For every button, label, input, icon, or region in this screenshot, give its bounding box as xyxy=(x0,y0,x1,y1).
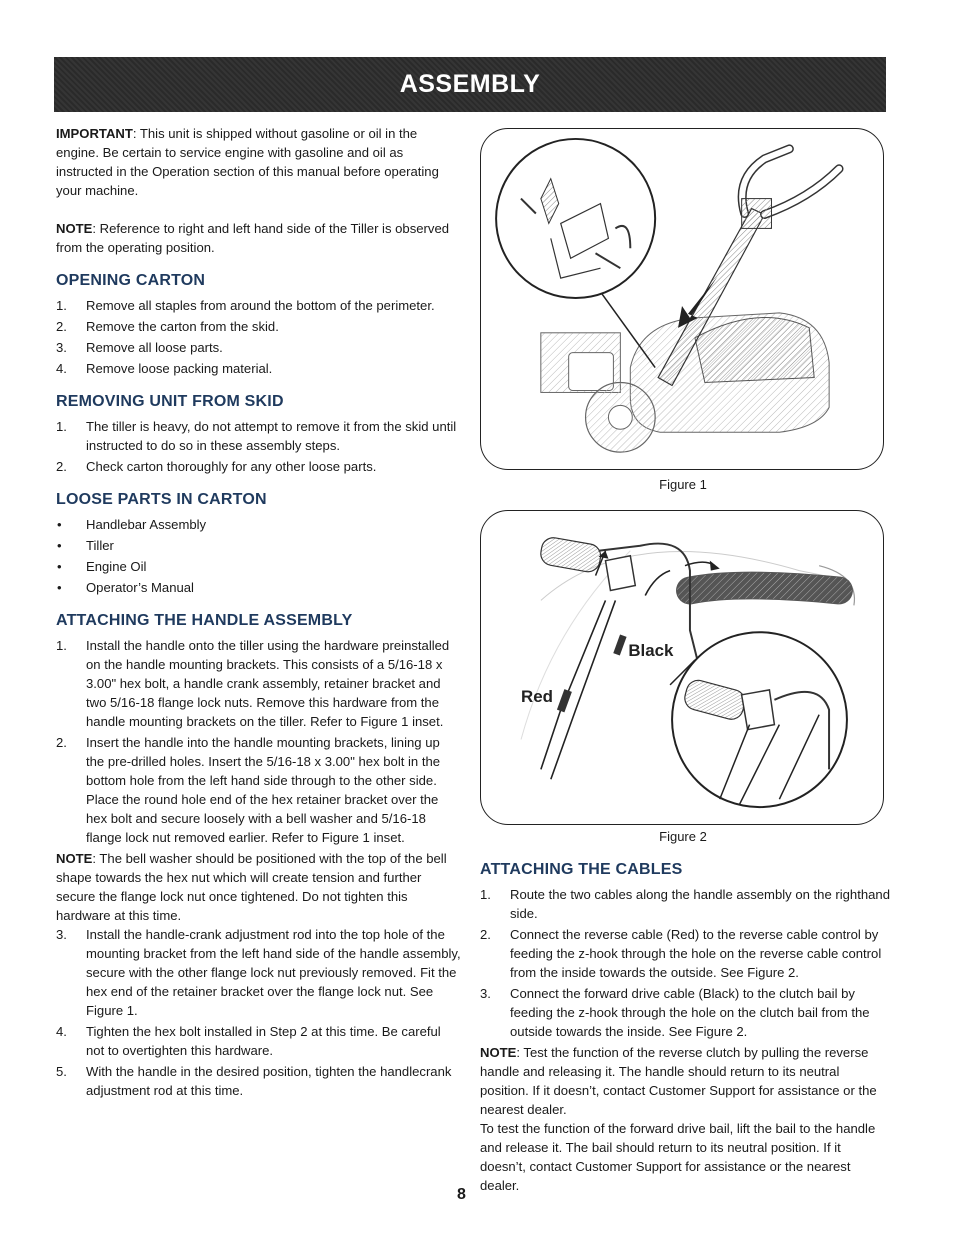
list-item: 1. Install the handle onto the tiller using the hardware preinstalled on the handle mounting brackets. This consists of a 5/16-18 x 3.00" hex bolt, a handle crank assembly, retainer bracket and two 5/16-18 flange lock nuts. Remove this hardware from the handle mounting brackets on the tiller. Refer to Figure 1 inset. xyxy=(56,638,450,729)
figure-2-caption: Figure 2 xyxy=(659,829,707,844)
page-number: 8 xyxy=(457,1186,466,1203)
important-paragraph xyxy=(56,124,461,200)
right-column xyxy=(480,860,890,1195)
figure-2-cables-illustration xyxy=(480,510,884,825)
handle-assembly-heading: ATTACHING THE HANDLE ASSEMBLY xyxy=(56,612,353,629)
list-item: 3. Remove all loose parts. xyxy=(56,340,223,355)
note-text: : The bell washer should be positioned with the top of the bell shape towards the hex nut which will create tension and further secure the flange lock nut once tightened. Do not tighten this hardware at this time. xyxy=(56,851,447,923)
list-item: 3. Install the handle-crank adjustment rod into the top hole of the mounting bracket from the left hand side of the handle assembly, secure with the other flange lock nut previously removed. Fit the hex end of the retainer bracket over the flange lock nut. See Figure 1. xyxy=(56,927,461,1018)
important-label: IMPORTANT xyxy=(56,126,133,141)
removing-unit-steps xyxy=(56,417,461,476)
list-item: 4. Remove loose packing material. xyxy=(56,361,273,376)
handle-assembly-steps-a xyxy=(56,636,461,847)
figure-1-caption: Figure 1 xyxy=(659,477,707,492)
important-text: : This unit is shipped without gasoline or oil in the engine. Be certain to service engine with gasoline and oil as instructed in the Operation section of this manual before operating your machine. xyxy=(56,126,439,198)
list-item: • Tiller xyxy=(56,536,461,555)
cables-test-paragraph: To test the function of the forward drive bail, lift the bail to the handle and release it. The bail should return to its neutral position. If it doesn’t, contact Customer Support for assistance or the nearest dealer. xyxy=(480,1121,876,1193)
loose-parts-list xyxy=(56,515,461,597)
label-red: Red xyxy=(521,686,553,706)
cables-heading: ATTACHING THE CABLES xyxy=(480,861,683,878)
note-label: NOTE xyxy=(56,851,93,866)
note-label: NOTE xyxy=(480,1045,517,1060)
handle-note-paragraph xyxy=(56,849,461,925)
list-item: 3. Connect the forward drive cable (Black) to the clutch bail by feeding the z-hook through the hole on the clutch bail from the outside towards the inside. See Figure 2. xyxy=(480,986,870,1039)
note-paragraph xyxy=(56,219,461,257)
opening-carton-heading: OPENING CARTON xyxy=(56,272,206,289)
list-item: 2. Remove the carton from the skid. xyxy=(56,319,279,334)
list-item: • Handlebar Assembly xyxy=(56,515,461,534)
list-item: 2. Insert the handle into the handle mounting brackets, lining up the pre-drilled holes. Insert the 5/16-18 x 3.00" hex bolt in the bottom hole from the left hand side through to the other side. Place the round hole end of the hex retainer bracket over the hex bolt and secure loosely with a bell washer and 5/16-18 flange lock nut removed earlier. Refer to Figure 1 inset. xyxy=(56,735,441,845)
list-item: • Engine Oil xyxy=(56,557,461,576)
label-black: Black xyxy=(628,641,674,661)
opening-carton-steps xyxy=(56,296,461,378)
list-item: 1. The tiller is heavy, do not attempt to remove it from the skid until instructed to do so in these assembly steps. xyxy=(56,419,457,453)
list-item: 5. With the handle in the desired position, tighten the handlecrank adjustment rod at this time. xyxy=(56,1064,452,1098)
figure-1-tiller-illustration xyxy=(480,128,884,470)
note-text: : Reference to right and left hand side of the Tiller is observed from the operating position. xyxy=(56,221,450,255)
list-item: 2. Connect the reverse cable (Red) to the reverse cable control by feeding the z-hook through the hole on the reverse cable control from the inside towards the outside. See Figure 2. xyxy=(480,927,882,980)
list-item: • Operator’s Manual xyxy=(56,578,461,597)
left-column xyxy=(56,124,461,1102)
removing-unit-heading: REMOVING UNIT FROM SKID xyxy=(56,393,284,410)
cables-steps xyxy=(480,885,890,1041)
loose-parts-heading: LOOSE PARTS IN CARTON xyxy=(56,491,267,508)
section-title: ASSEMBLY xyxy=(399,70,541,98)
note-text: : Test the function of the reverse clutch by pulling the reverse handle and releasing it. The handle should return to its neutral position. If it doesn’t, contact Customer Support for assistance or the nearest dealer. xyxy=(480,1045,877,1117)
list-item: 1. Remove all staples from around the bottom of the perimeter. xyxy=(56,298,435,313)
list-item: 2. Check carton thoroughly for any other loose parts. xyxy=(56,459,377,474)
list-item: 4. Tighten the hex bolt installed in Step 2 at this time. Be careful not to overtighten this hardware. xyxy=(56,1024,441,1058)
cables-note-paragraph xyxy=(480,1043,890,1119)
handle-assembly-steps-b xyxy=(56,925,461,1100)
note-label: NOTE xyxy=(56,221,93,236)
section-banner xyxy=(54,57,886,112)
tiller-drawing xyxy=(481,129,883,469)
cables-drawing xyxy=(481,511,883,824)
list-item: 1. Route the two cables along the handle assembly on the righthand side. xyxy=(480,887,890,921)
